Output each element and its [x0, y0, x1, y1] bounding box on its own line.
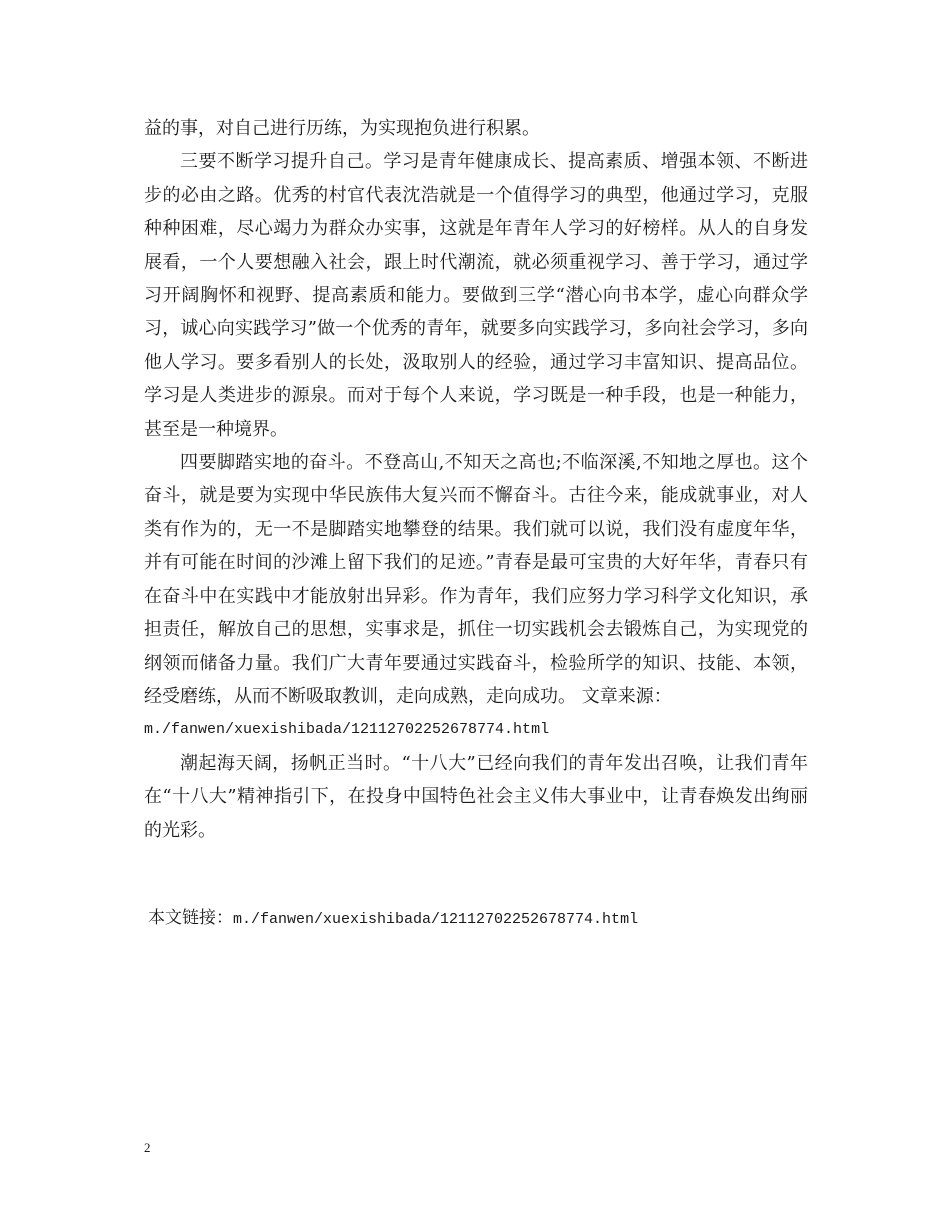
paragraph-conclusion: 潮起海天阔，扬帆正当时。“十八大”已经向我们的青年发出召唤，让我们青年在“十八大”精神指引下，在投身中国特色社会主义伟大事业中，让青春焕发出绚丽的光彩。 [144, 752, 808, 841]
page-number: 2 [144, 1140, 151, 1155]
source-url: m./fanwen/xuexishibada/12112702252678774.html [144, 721, 550, 739]
paragraph-struggle: 四要脚踏实地的奋斗。不登高山,不知天之高也;不临深溪,不知地之厚也。这个奋斗，就是要为实现中华民族伟大复兴而不懈奋斗。古往今来，能成就事业，对人类有作为的，无一不是脚踏实地攀登的结果。我们就可以说，我们没有虚度年华，并有可能在时间的沙滩上留下我们的足迹。”青春是最可宝贵的大好年华，青春只有在奋斗中在实践中才能放射出异彩。作为青年，我们应努力学习科学文化知识，承担责任，解放自己的思想，实事求是，抓住一切实践机会去锻炼自己，为实现党的纲领而储备力量。我们广大青年要通过实践奋斗，检验所学的知识、技能、本领，经受磨练，从而不断吸取教训，走向成熟，走向成功。 文章来源： [144, 452, 808, 707]
article-link-label: 本文链接： [148, 908, 233, 928]
paragraph-continuation: 益的事，对自己进行历练，为实现抱负进行积累。 [144, 118, 540, 139]
paragraph-study: 三要不断学习提升自己。学习是青年健康成长、提高素质、增强本领、不断进步的必由之路。优秀的村官代表沈浩就是一个值得学习的典型，他通过学习，克服种种困难，尽心竭力为群众办实事，这就是年青年人学习的好榜样。从人的自身发展看，一个人要想融入社会，跟上时代潮流，就必须重视学习、善于学习，通过学习开阔胸怀和视野、提高素质和能力。要做到三学“潜心向书本学，虚心向群众学习，诚心向实践学习”做一个优秀的青年，就要多向实践学习，多向社会学习，多向他人学习。要多看别人的长处，汲取别人的经验，通过学习丰富知识、提高品位。学习是人类进步的源泉。而对于每个人来说，学习既是一种手段，也是一种能力，甚至是一种境界。 [144, 151, 808, 440]
article-link[interactable] [148, 903, 638, 928]
body-text [144, 112, 808, 847]
article-link-url[interactable]: m./fanwen/xuexishibada/12112702252678774.html [233, 911, 639, 928]
